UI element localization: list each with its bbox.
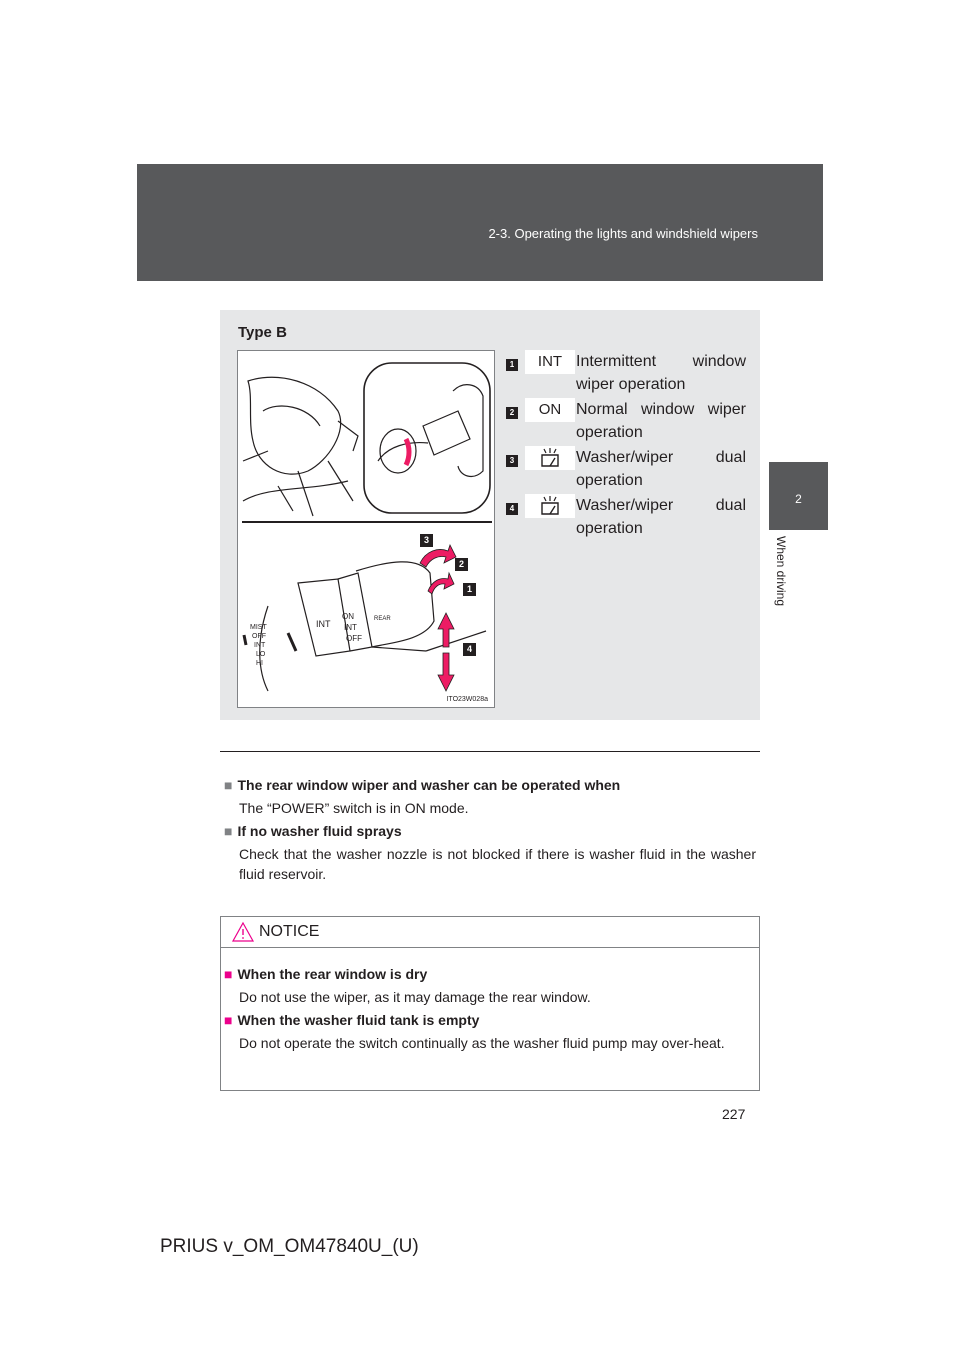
- lever-label-off: OFF: [252, 633, 266, 640]
- rear-washer-icon: [537, 447, 563, 469]
- wiper-illustration: [238, 351, 496, 709]
- legend-symbol: INT: [525, 350, 575, 374]
- notes: [224, 772, 756, 886]
- panel-title: Type B: [238, 324, 287, 341]
- notice-text: Do not use the wiper, as it may damage the rear window.: [239, 989, 591, 1005]
- lever-label-int-large: INT: [316, 619, 331, 629]
- legend-symbol: [525, 494, 575, 518]
- legend-item: [506, 398, 746, 446]
- notice-heading-text: When the washer fluid tank is empty: [237, 1012, 480, 1028]
- note-body: Check that the washer nozzle is not blocked if there is washer fluid in the washer fluid reservoir.: [239, 846, 756, 882]
- legend-text: Washer/wiper dual operation: [576, 497, 746, 537]
- section-rule: [220, 751, 760, 752]
- legend-symbol: ON: [525, 398, 575, 422]
- note-heading: [224, 775, 756, 795]
- document-id: PRIUS v_OM_OM47840U_(U): [160, 1236, 419, 1257]
- legend-number: 4: [506, 503, 518, 515]
- notice-heading-text: When the rear window is dry: [237, 966, 428, 982]
- legend-item: [506, 494, 746, 542]
- chapter-tab: [769, 462, 828, 530]
- chapter-label-wrap: [774, 536, 794, 626]
- legend-symbol: [525, 446, 575, 470]
- dashboard-drawing: [243, 377, 358, 516]
- chapter-label: When driving: [774, 536, 788, 607]
- lever-label-off-small: OFF: [346, 634, 362, 643]
- legend-text: Washer/wiper dual operation: [576, 449, 746, 489]
- note-heading-text: The rear window wiper and washer can be operated when: [237, 777, 621, 793]
- legend-number: 1: [506, 359, 518, 371]
- notice-title: NOTICE: [259, 923, 320, 940]
- warning-triangle-icon: [231, 921, 255, 943]
- note-heading-text: If no washer fluid sprays: [237, 823, 402, 839]
- bullet-icon: ■: [224, 966, 233, 982]
- legend-number: 3: [506, 455, 518, 467]
- page-number: 227: [722, 1106, 746, 1122]
- notice-body: [224, 961, 754, 1055]
- lever-label-int: INT: [254, 642, 266, 649]
- legend-item: [506, 350, 746, 398]
- legend-text: Normal window wiper operation: [576, 401, 746, 441]
- callout-4: 4: [463, 643, 476, 656]
- lever-label-lo: LO: [256, 651, 266, 658]
- notice-heading: [224, 964, 754, 984]
- legend-text: Intermittent window wiper operation: [576, 353, 746, 393]
- header-band: [137, 164, 823, 281]
- note-body: The “POWER” switch is in ON mode.: [239, 800, 469, 816]
- notice-heading: [224, 1010, 754, 1030]
- callout-2: 2: [455, 558, 468, 571]
- note-heading: [224, 821, 756, 841]
- bullet-icon: ■: [224, 823, 233, 839]
- legend-number: 2: [506, 407, 518, 419]
- figure-divider: [242, 521, 492, 523]
- bullet-icon: ■: [224, 777, 233, 793]
- type-b-panel: [220, 310, 760, 720]
- bullet-icon: ■: [224, 1012, 233, 1028]
- notice-box: [220, 916, 760, 1091]
- lever-label-rear: REAR: [374, 616, 391, 622]
- notice-text: Do not operate the switch continually as the washer fluid pump may over-heat.: [239, 1035, 725, 1051]
- lever-label-mist: MIST: [250, 624, 267, 631]
- callout-3: 3: [420, 534, 433, 547]
- section-title: 2-3. Operating the lights and windshield wipers: [488, 226, 758, 241]
- legend-item: [506, 446, 746, 494]
- callout-1: 1: [463, 583, 476, 596]
- lever-label-int-small: INT: [344, 623, 357, 632]
- wiper-figure: [237, 350, 495, 708]
- chapter-number: 2: [795, 492, 802, 506]
- notice-header: [221, 917, 759, 948]
- rear-washer-icon: [537, 495, 563, 517]
- lever-label-on: ON: [342, 612, 354, 621]
- figure-code: ITO23W028a: [446, 696, 488, 703]
- lever-label-hi: HI: [256, 660, 263, 667]
